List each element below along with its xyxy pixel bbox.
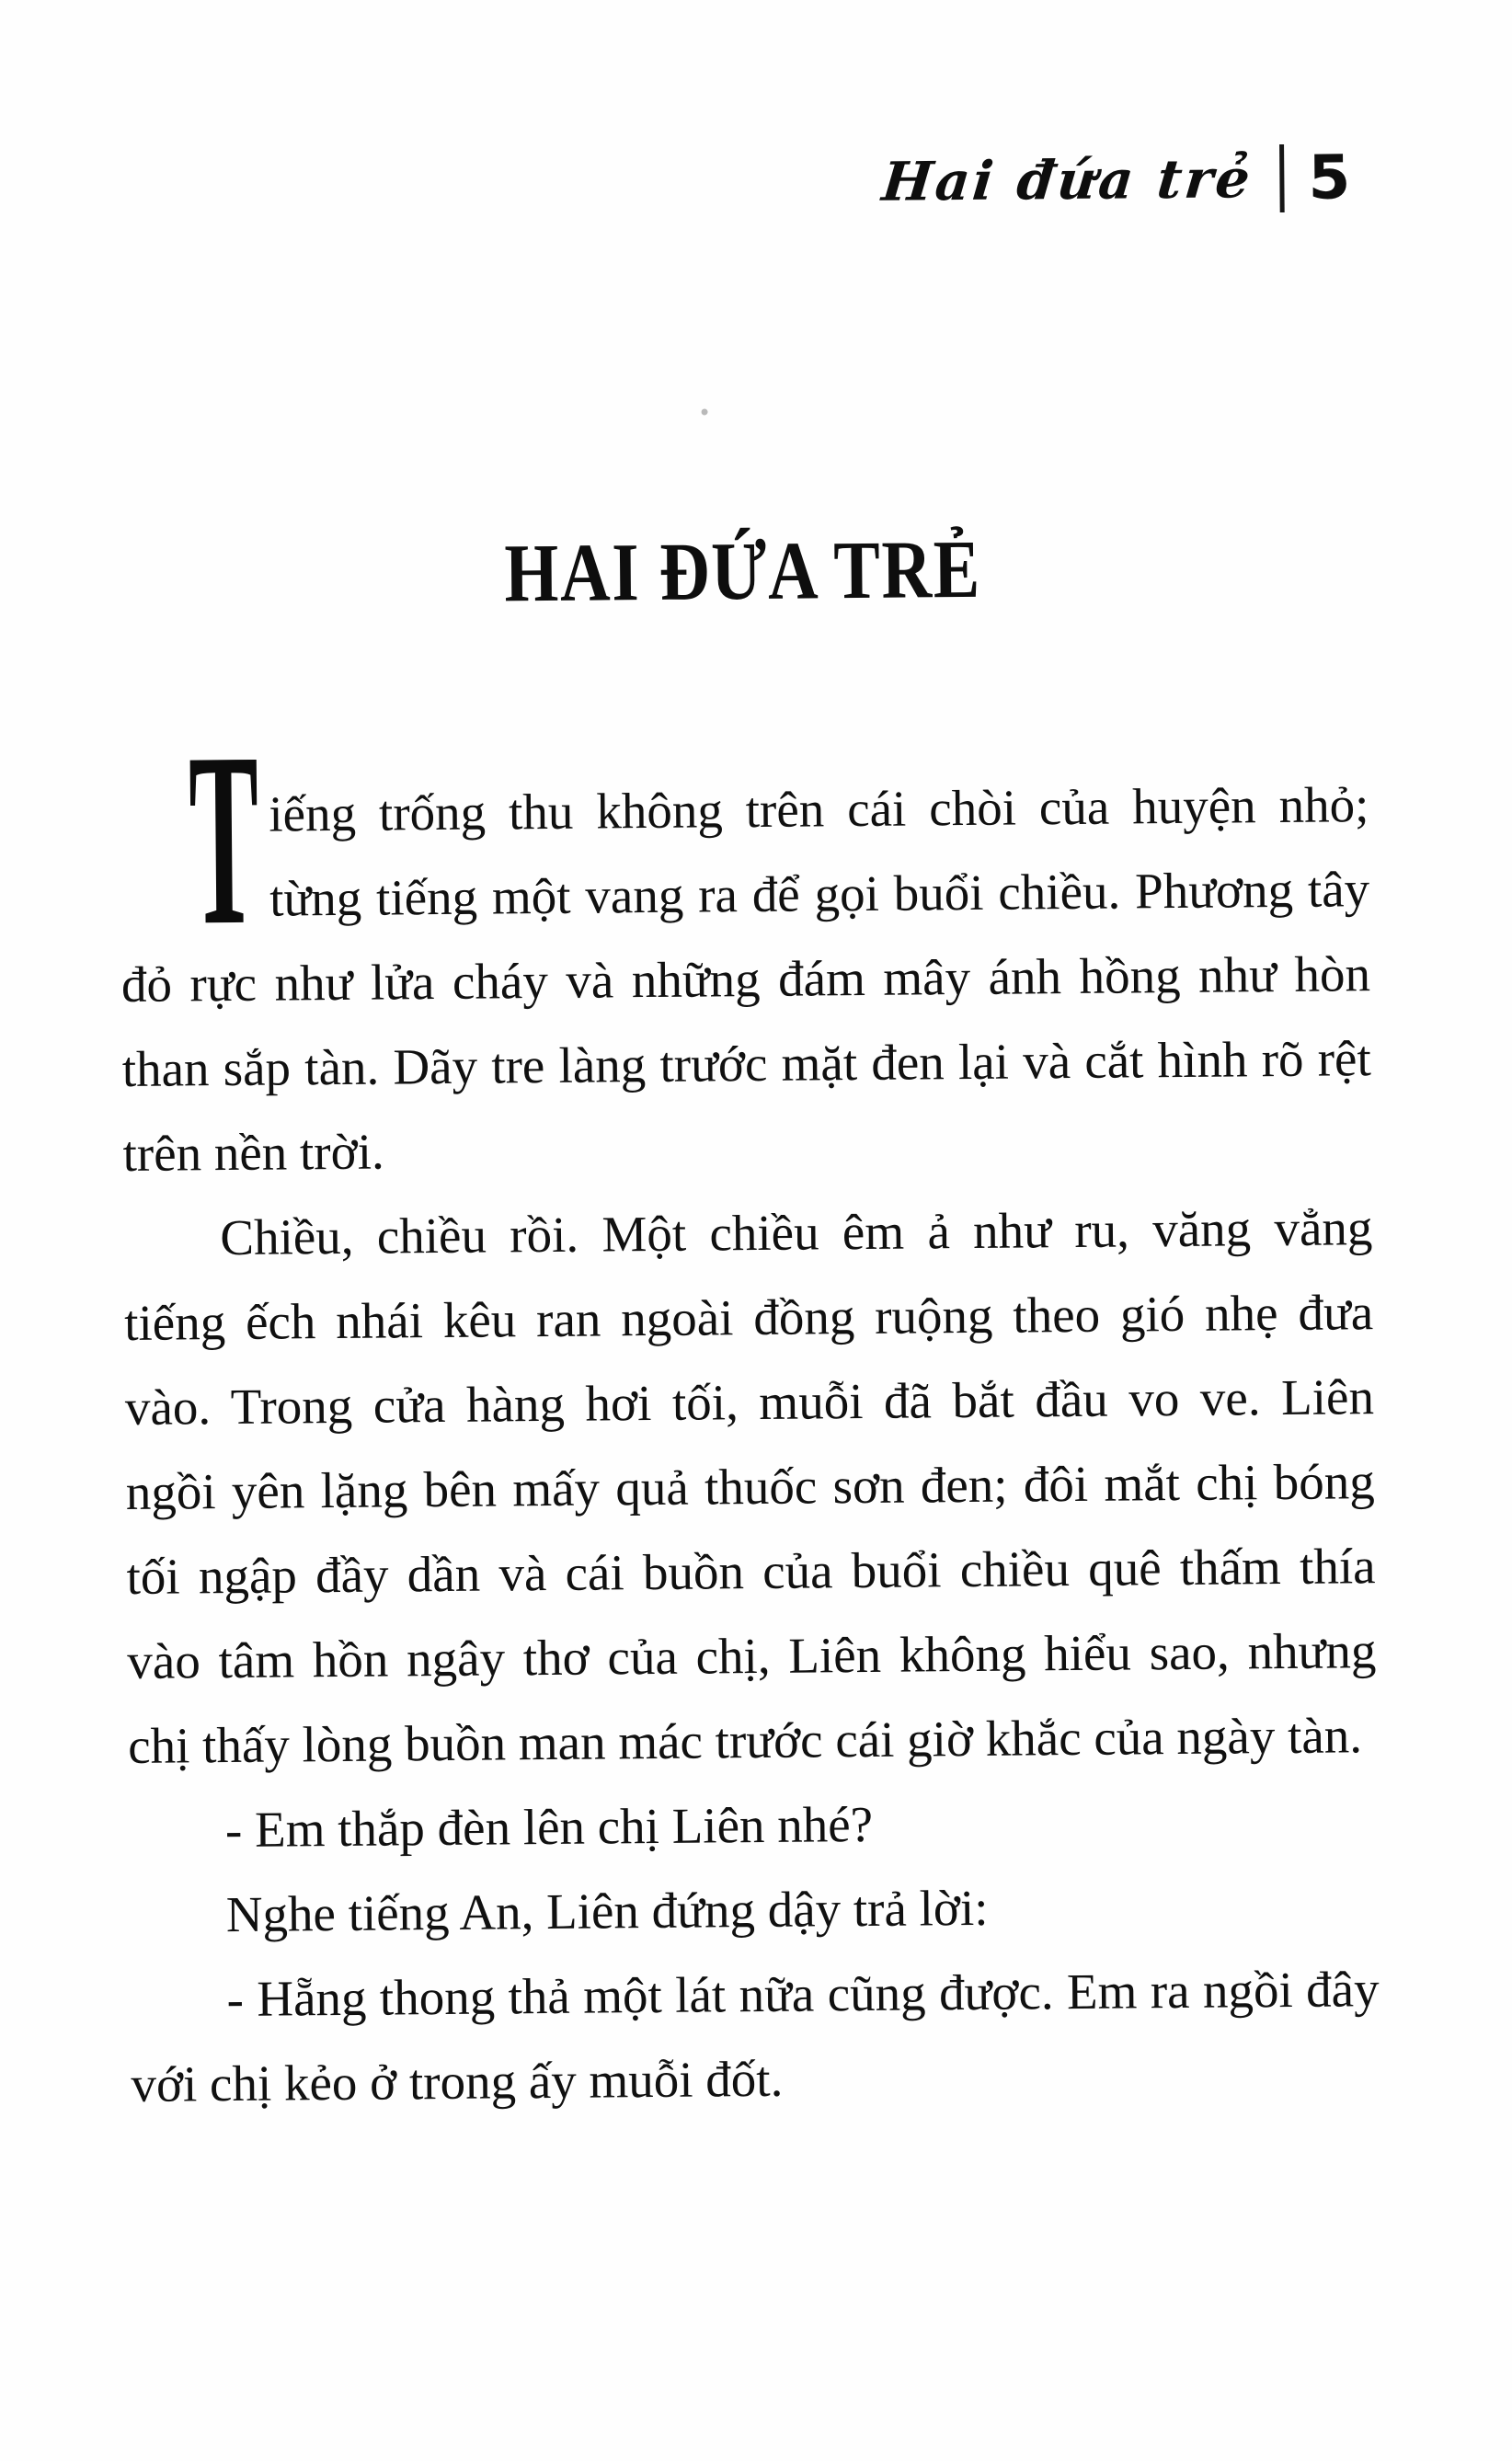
paragraph-text: - Hẵng thong thả một lát nữa cũng được. Em ra ngồi đây với chị kẻo ở trong ấy muỗi đốt. (131, 1961, 1380, 2112)
running-title: Hai đứa trẻ (878, 147, 1255, 213)
drop-cap-letter: T (188, 701, 260, 978)
drop-cap (188, 701, 260, 978)
running-header (878, 142, 1351, 215)
page-number: 5 (1308, 142, 1351, 213)
paragraph-dialogue (129, 1778, 1379, 1873)
paragraph-text: iếng trống thu không trên cái chòi của huyện nhỏ; từng tiếng một vang ra để gọi buổi chiều. Phương tây đỏ rực như lửa cháy và những đám mây ánh hồng như hòn than sắp tàn. Dãy tre làng trước mặt đen lại và cắt hình rõ rệt trên nền trời. (120, 776, 1371, 1183)
paragraph-dialogue (130, 1947, 1380, 2127)
paragraph-text: Nghe tiếng An, Liên đứng dậy trả lời: (225, 1879, 989, 1943)
paragraph (120, 701, 1372, 1196)
body-text (120, 701, 1380, 2127)
chapter-title (118, 525, 1369, 619)
paragraph (129, 1862, 1379, 1958)
paragraph (123, 1185, 1378, 1789)
scan-speck (702, 408, 708, 415)
chapter-title-text: HAI ĐỨA TRẺ (504, 523, 982, 620)
paragraph-text: Chiều, chiều rồi. Một chiều êm ả như ru, văng vẳng tiếng ếch nhái kêu ran ngoài đồng ruộng theo gió nhẹ đưa vào. Trong cửa hàng hơi tối, muỗi đã bắt đầu vo ve. Liên ngồi yên lặng bên mấy quả thuốc sơn đen; đôi mắt chị bóng tối ngập đầy dần và cái buồn của buổi chiều quê thấm thía vào tâm hồn ngây thơ của chị, Liên không hiểu sao, nhưng chị thấy lòng buồn man mác trước cái giờ khắc của ngày tàn. (123, 1199, 1377, 1774)
header-divider (1279, 144, 1285, 212)
paragraph-text: - Em thắp đèn lên chị Liên nhé? (224, 1795, 874, 1859)
